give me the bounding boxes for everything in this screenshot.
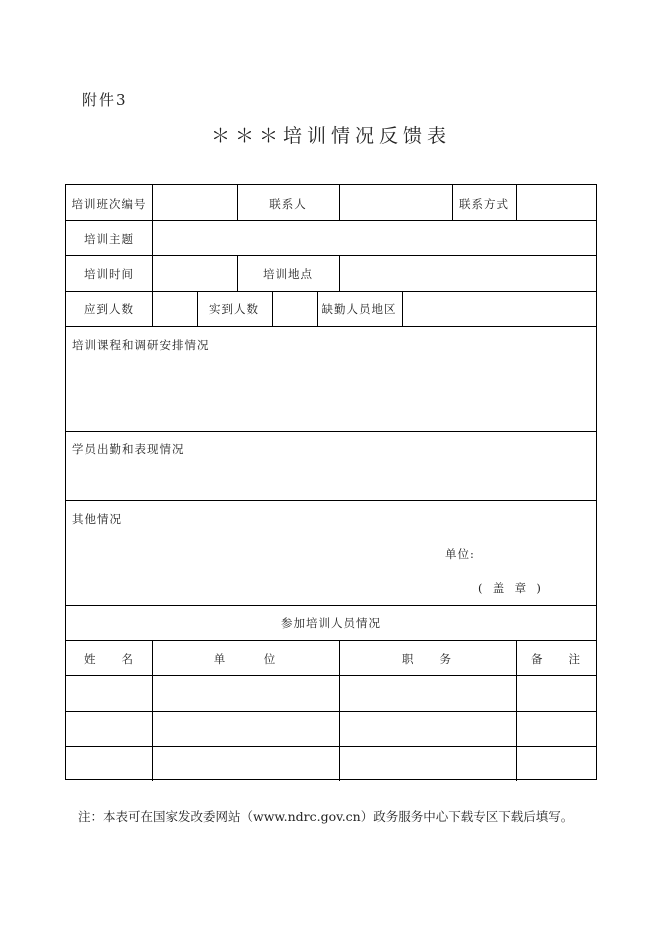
row-divider [66, 220, 596, 221]
column-header-position: 职 务 [402, 652, 452, 666]
contact-method-label: 联系方式 [459, 197, 509, 211]
column-divider [197, 291, 198, 326]
row-divider [66, 605, 596, 606]
feedback-form-table [65, 184, 597, 780]
column-divider [339, 255, 340, 291]
column-divider [339, 640, 340, 781]
column-divider [237, 185, 238, 220]
topic-label: 培训主题 [84, 232, 134, 246]
footnote: 注：本表可在国家发改委网站（www.ndrc.gov.cn）政务服务中心下载专区下载后填写。 [78, 809, 574, 824]
class-number-label: 培训班次编号 [71, 197, 147, 211]
courses-label: 培训课程和调研安排情况 [72, 338, 210, 352]
seal-label: ( 盖 章 ) [478, 581, 542, 595]
absent-region-label: 缺勤人员地区 [321, 302, 397, 316]
page-title: ＊＊＊培训情况反馈表 [210, 125, 451, 147]
actual-count-label: 实到人数 [209, 302, 259, 316]
time-label: 培训时间 [84, 267, 134, 281]
column-divider [152, 220, 153, 255]
unit-sign-label: 单位: [445, 547, 475, 561]
column-divider [152, 640, 153, 781]
column-header-remarks: 备 注 [531, 652, 581, 666]
column-divider [402, 291, 403, 326]
column-divider [152, 185, 153, 220]
column-divider [237, 255, 238, 291]
column-divider [516, 640, 517, 781]
row-divider [66, 431, 596, 432]
location-label: 培训地点 [263, 267, 313, 281]
row-divider [66, 291, 596, 292]
column-divider [152, 255, 153, 291]
attachment-label: 附件3 [82, 91, 128, 109]
column-divider [152, 291, 153, 326]
column-divider [339, 185, 340, 220]
column-divider [452, 185, 453, 220]
row-divider [66, 326, 596, 327]
row-divider [66, 255, 596, 256]
other-label: 其他情况 [72, 512, 122, 526]
expected-count-label: 应到人数 [84, 302, 134, 316]
column-header-name: 姓 名 [84, 652, 134, 666]
row-divider [66, 500, 596, 501]
attendance-label: 学员出勤和表现情况 [72, 442, 185, 456]
contact-person-label: 联系人 [269, 197, 307, 211]
column-divider [272, 291, 273, 326]
column-divider [516, 185, 517, 220]
column-divider [317, 291, 318, 326]
participants-heading: 参加培训人员情况 [281, 616, 381, 630]
column-header-unit: 单 位 [213, 652, 277, 666]
